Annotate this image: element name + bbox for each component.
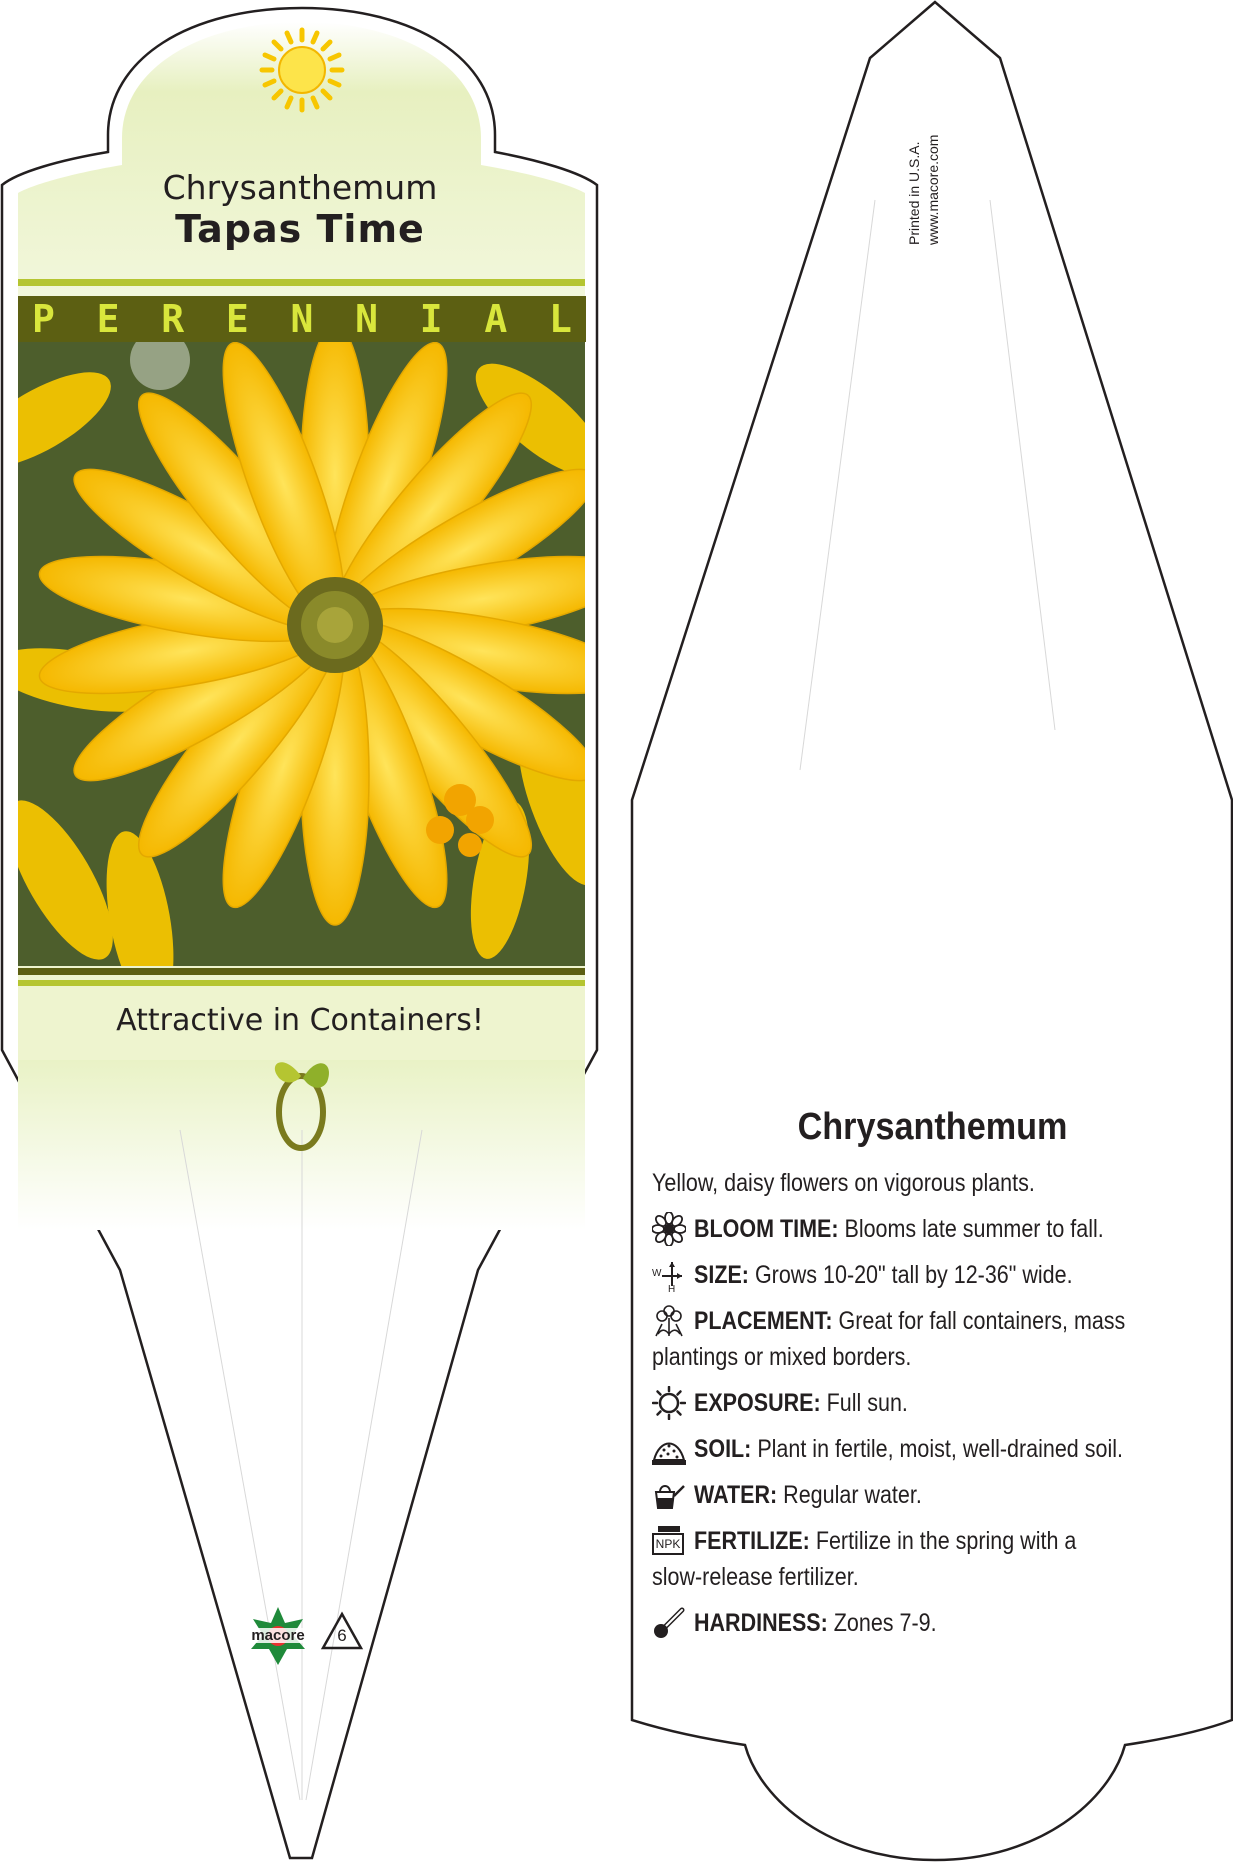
tagline: Attractive in Containers! [116,1003,484,1038]
sun-icon [262,30,342,110]
care-row-fertilize [652,1523,1212,1559]
macore-logo [243,1605,313,1667]
npk-cap [658,1526,680,1532]
size-w-letter: W [652,1268,662,1279]
size-icon [652,1258,686,1295]
flower-photo [0,325,636,1014]
hardiness-label: HARDINESS: [694,1609,828,1637]
variety-name: Tapas Time [175,207,425,251]
printed-info [905,60,955,245]
fertilize-label: FERTILIZE: [694,1527,810,1555]
category-letter: E [225,297,249,341]
fertilize-text: Fertilize in the spring with a [815,1527,1077,1555]
printed-line: Printed in U.S.A. [906,141,922,245]
watering-can-icon [652,1478,686,1512]
soil-icon [652,1432,686,1466]
care-row-size [652,1257,1212,1293]
water-text: Regular water. [783,1481,922,1509]
placement-label: PLACEMENT: [694,1307,833,1335]
care-row-hardiness [652,1605,1212,1641]
npk-label: NPK [652,1533,684,1555]
category-letter: P [32,297,55,341]
care-row-exposure [652,1385,1212,1421]
category-letter: I [419,297,443,341]
category-letter: E [96,297,120,341]
sun-outline-icon [652,1386,686,1420]
placement-icon [652,1304,686,1338]
category-letter: N [290,297,314,341]
soil-label: SOIL: [694,1435,752,1463]
care-row-water [652,1477,1212,1513]
care-info [652,1165,1212,1651]
website-line: www.macore.com [925,134,941,245]
water-label: WATER: [694,1481,778,1509]
thermometer-icon [652,1606,686,1640]
category-letter: N [355,297,379,341]
hardiness-text: Zones 7-9. [833,1609,937,1637]
category-letter: A [484,297,508,341]
bloom-text: Blooms late summer to fall. [844,1215,1104,1243]
soil-text: Plant in fertile, moist, well-drained soil. [757,1435,1123,1463]
fertilize-text-cont: slow-release fertilizer. [652,1563,859,1591]
category-letter: R [161,297,185,341]
green-rule-top [18,279,585,286]
exposure-text: Full sun. [826,1389,908,1417]
size-text: Grows 10-20" tall by 12-36" wide. [754,1261,1073,1289]
care-row-soil [652,1431,1212,1467]
placement-text: Great for fall containers, mass [838,1307,1126,1335]
size-h-letter: H [668,1284,676,1295]
placement-text-cont: plantings or mixed borders. [652,1343,912,1371]
category-letter: L [549,297,572,341]
bloom-label: BLOOM TIME: [694,1215,839,1243]
flower-icon [652,1212,686,1246]
green-rule-bottom-dark [18,968,585,975]
description: Yellow, daisy flowers on vigorous plants. [652,1169,1035,1197]
category-band [18,296,586,342]
care-row-placement [652,1303,1212,1339]
npk-icon [652,1524,686,1558]
exposure-label: EXPOSURE: [694,1389,821,1417]
care-row-bloom [652,1211,1212,1247]
recycle-code: 6 [337,1626,347,1645]
back-title: Chrysanthemum [797,1106,1068,1148]
recycle-symbol [320,1610,364,1654]
size-label: SIZE: [694,1261,749,1289]
green-rule-bottom [18,980,585,986]
common-name: Chrysanthemum [162,168,438,207]
macore-logo-text: macore [243,1628,313,1643]
